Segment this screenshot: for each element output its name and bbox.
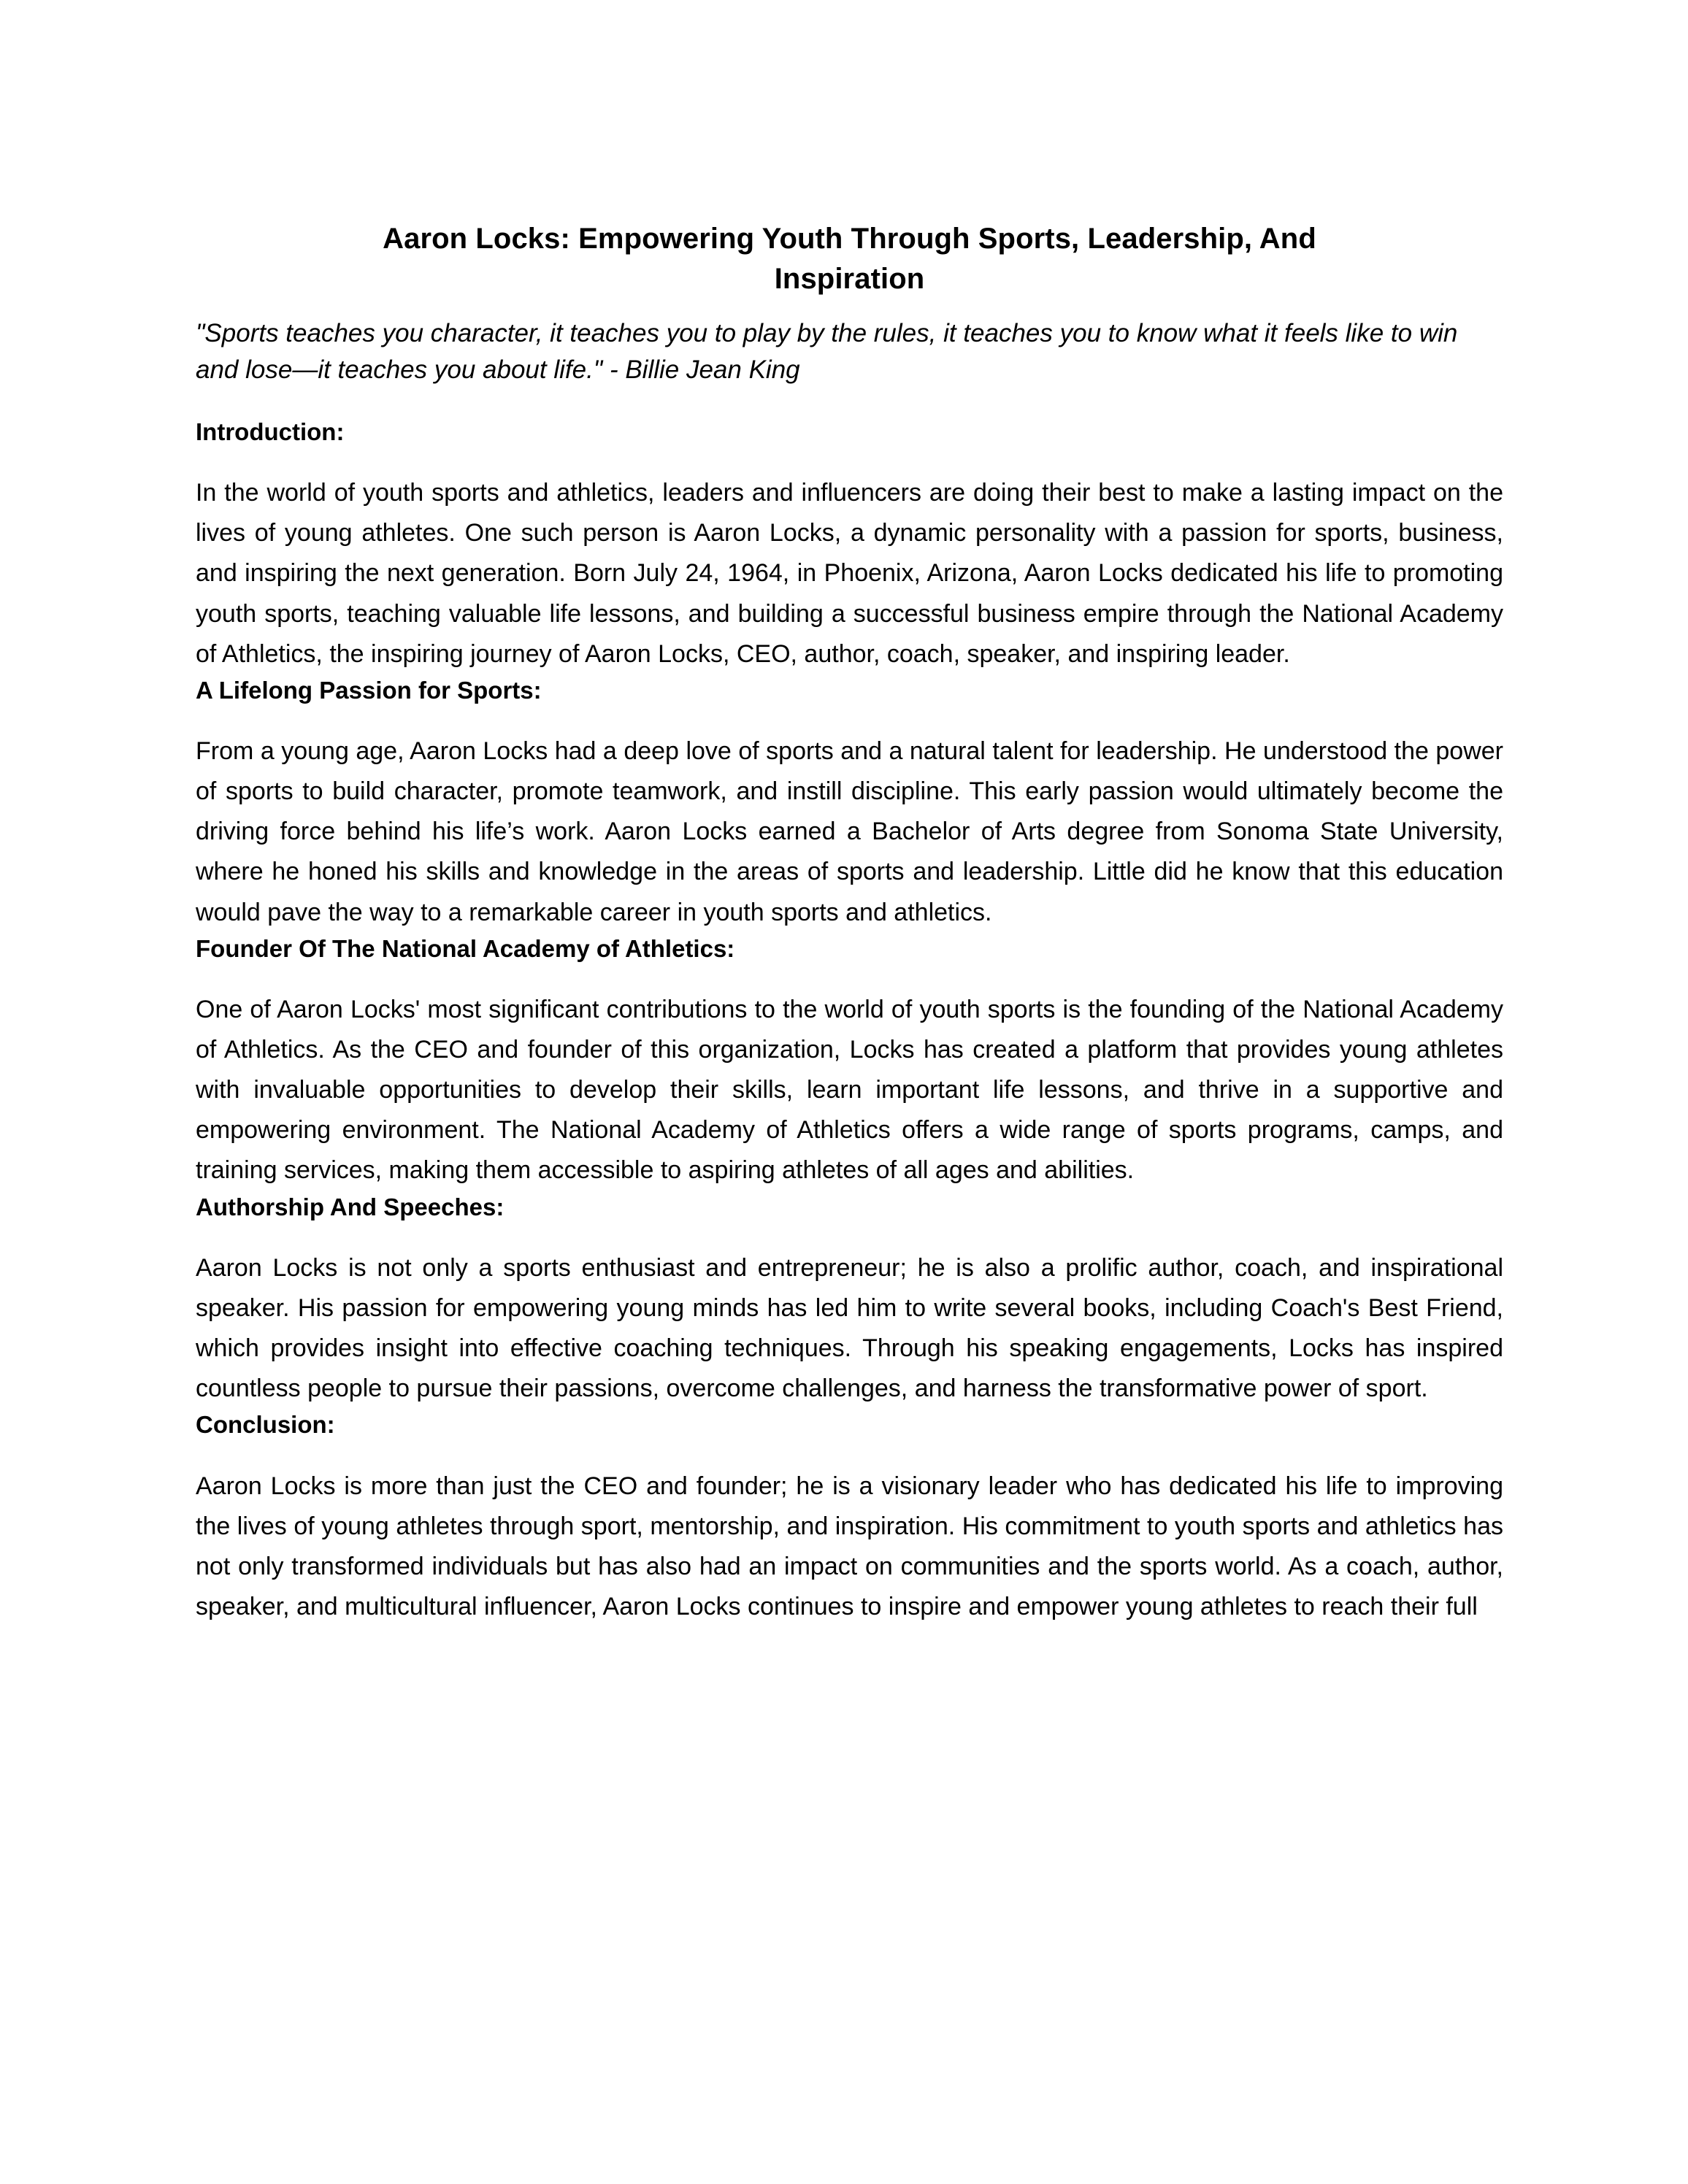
section-paragraph-conclusion: Aaron Locks is more than just the CEO and founder; he is a visionary leader who has dedicated his life to improving the lives of young athletes through sport, mentorship, and inspiration. His commitment to youth sports and athletics has not only transformed individuals but has also had an impact on communities and the sports world. As a coach, author, speaker, and multicultural influencer, Aaron Locks continues to inspire and empower young athletes to reach their full <box>196 1472 1503 1621</box>
section-founder <box>196 933 1503 1191</box>
section-introduction <box>196 416 1503 674</box>
section-paragraph-founder: One of Aaron Locks' most significant contributions to the world of youth sports is the founding of the National Academy of Athletics. As the CEO and founder of this organization, Locks has created a platform that provides young athletes with invaluable opportunities to develop their skills, learn important life lessons, and thrive in a supportive and empowering environment. The National Academy of Athletics offers a wide range of sports programs, camps, and training services, making them accessible to aspiring athletes of all ages and abilities. <box>196 996 1503 1185</box>
section-paragraph-lifelong-passion: From a young age, Aaron Locks had a deep love of sports and a natural talent for leadership. He understood the power of sports to build character, promote teamwork, and instill discipline. This early passion would ultimately become the driving force behind his life’s work. Aaron Locks earned a Bachelor of Arts degree from Sonoma State University, where he honed his skills and knowledge in the areas of sports and leadership. Little did he know that this education would pave the way to a remarkable career in youth sports and athletics. <box>196 737 1503 926</box>
section-heading-introduction: Introduction: <box>196 418 345 445</box>
page-title: Aaron Locks: Empowering Youth Through Sports, Leadership, And Inspiration <box>383 223 1316 296</box>
section-paragraph-introduction: In the world of youth sports and athletics, leaders and influencers are doing their best to make a lasting impact on the lives of young athletes. One such person is Aaron Locks, a dynamic personality with a passion for sports, business, and inspiring the next generation. Born July 24, 1964, in Phoenix, Arizona, Aaron Locks dedicated his life to promoting youth sports, teaching valuable life lessons, and building a successful business empire through the National Academy of Athletics, the inspiring journey of Aaron Locks, CEO, author, coach, speaker, and inspiring leader. <box>196 479 1503 668</box>
section-lifelong-passion <box>196 674 1503 933</box>
section-heading-lifelong-passion: A Lifelong Passion for Sports: <box>196 676 542 704</box>
section-conclusion <box>196 1409 1503 1627</box>
section-heading-founder: Founder Of The National Academy of Athletics: <box>196 934 735 962</box>
section-authorship <box>196 1191 1503 1410</box>
section-paragraph-authorship: Aaron Locks is not only a sports enthusiast and entrepreneur; he is also a prolific author, coach, and inspirational speaker. His passion for empowering young minds has led him to write several books, including Coach's Best Friend, which provides insight into effective coaching techniques. Through his speaking engagements, Locks has inspired countless people to pursue their passions, overcome challenges, and harness the transformative power of sport. <box>196 1254 1503 1403</box>
section-heading-conclusion: Conclusion: <box>196 1411 335 1439</box>
section-heading-authorship: Authorship And Speeches: <box>196 1193 505 1220</box>
epigraph-quote: "Sports teaches you character, it teaches you to play by the rules, it teaches you to know what it feels like to win and lose—it teaches you about life." - Billie Jean King <box>196 319 1458 385</box>
